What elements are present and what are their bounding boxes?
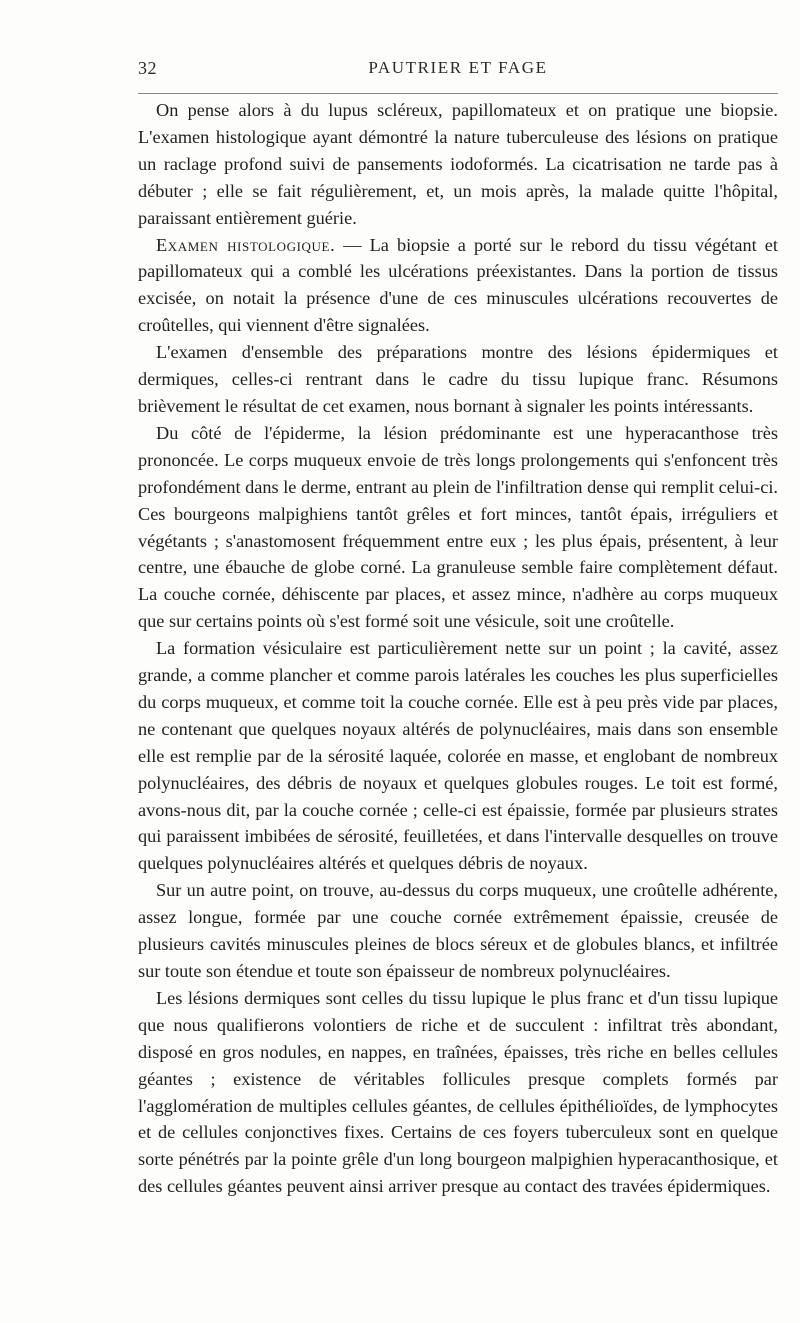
paragraph-5: La formation vésiculaire est particulièrement nette sur un point ; la cavité, assez grande, a comme plancher et comme parois latérales les couches les plus superficielles du corps muqueux, et comme toit la couche cornée. Elle est à peu près vide par places, ne contenant que quelques noyaux altérés de polynucléaires, mais dans son ensemble elle est remplie par de la sérosité laquée, colorée en masse, et englobant de nombreux polynucléaires, des débris de noyaux et quelques globules rouges. Le toit est formé, avons-nous dit, par la couche cornée ; celle-ci est épaissie, formée par plusieurs strates qui paraissent imbibées de sérosité, feuilletées, et dans l'intervalle desquelles on trouve quelques polynucléaires altérés et quelques débris de noyaux. bbox=[138, 638, 778, 874]
section-heading: Examen histologique. bbox=[156, 234, 336, 255]
paragraph-6: Sur un autre point, on trouve, au-dessus du corps muqueux, une croûtelle adhérente, assez longue, formée par une couche cornée extrêmement épaissie, creusée de plusieurs cavités minuscules pleines de blocs séreux et de globules blancs, et infiltrée sur toute son étendue et toute son épaisseur de nombreux polynucléaires. bbox=[138, 880, 778, 981]
paragraph-7: Les lésions dermiques sont celles du tissu lupique le plus franc et d'un tissu lupique que nous qualifierons volontiers de riche et de succulent : infiltrat très abondant, disposé en gros nodules, en nappes, en traînées, épaisses, très riche en belles cellules géantes ; existence de véritables follicules presque complets formés par l'agglomération de multiples cellules géantes, de cellules épithélioïdes, de lymphocytes et de cellules conjonctives fixes. Certains de ces foyers tuberculeux sont en quelque sorte pénétrés par la pointe grêle d'un long bourgeon malpighien hyperacanthosique, et des cellules géantes peuvent ainsi arriver presque au contact des travées épidermiques. bbox=[138, 987, 778, 1197]
page-number: 32 bbox=[138, 58, 157, 78]
paragraph-1: On pense alors à du lupus scléreux, papillomateux et on pratique une biopsie. L'examen histologique ayant démontré la nature tuberculeuse des lésions on pratique un raclage profond suivi de pansements iodoformés. La cicatrisation ne tarde pas à débuter ; elle se fait régulièrement, et, un mois après, la malade quitte l'hôpital, paraissant entièrement guérie. bbox=[138, 100, 778, 228]
paragraph-4: Du côté de l'épiderme, la lésion prédominante est une hyperacanthose très prononcée. Le corps muqueux envoie de très longs prolongements qui s'enfoncent très profondément dans le derme, entrant au plein de l'infiltration dense qui remplit celui-ci. Ces bourgeons malpighiens tantôt grêles et fort minces, tantôt épais, irréguliers et végétants ; s'anastomosent fréquemment entre eux ; les plus épais, présentent, à leur centre, une ébauche de globe corné. La granuleuse semble faire complètement défaut. La couche cornée, déhiscente par places, et assez mince, n'adhère au corps muqueux que sur certains points où s'est formé soit une vésicule, soit une croûtelle. bbox=[138, 422, 778, 632]
paragraph-3: L'examen d'ensemble des préparations montre des lésions épidermiques et dermiques, celles-ci rentrant dans le cadre du tissu lupique franc. Résumons brièvement le résultat de cet examen, nous bornant à signaler les points intéressants. bbox=[138, 342, 778, 416]
paragraph-2 bbox=[138, 232, 778, 340]
running-title: PAUTRIER ET FAGE bbox=[368, 58, 548, 77]
paragraph-2-text: — La biopsie a porté sur le rebord du tissu végétant et papillomateux qui a comblé les ulcérations préexistantes. Dans la portion de tissus excisée, on notait la présence d'une de ces minuscules ulcérations recouvertes de croûtelles, qui viennent d'être signalées. bbox=[138, 234, 778, 336]
body-text bbox=[138, 97, 778, 1200]
running-head bbox=[138, 58, 778, 84]
header-rule bbox=[138, 93, 778, 94]
